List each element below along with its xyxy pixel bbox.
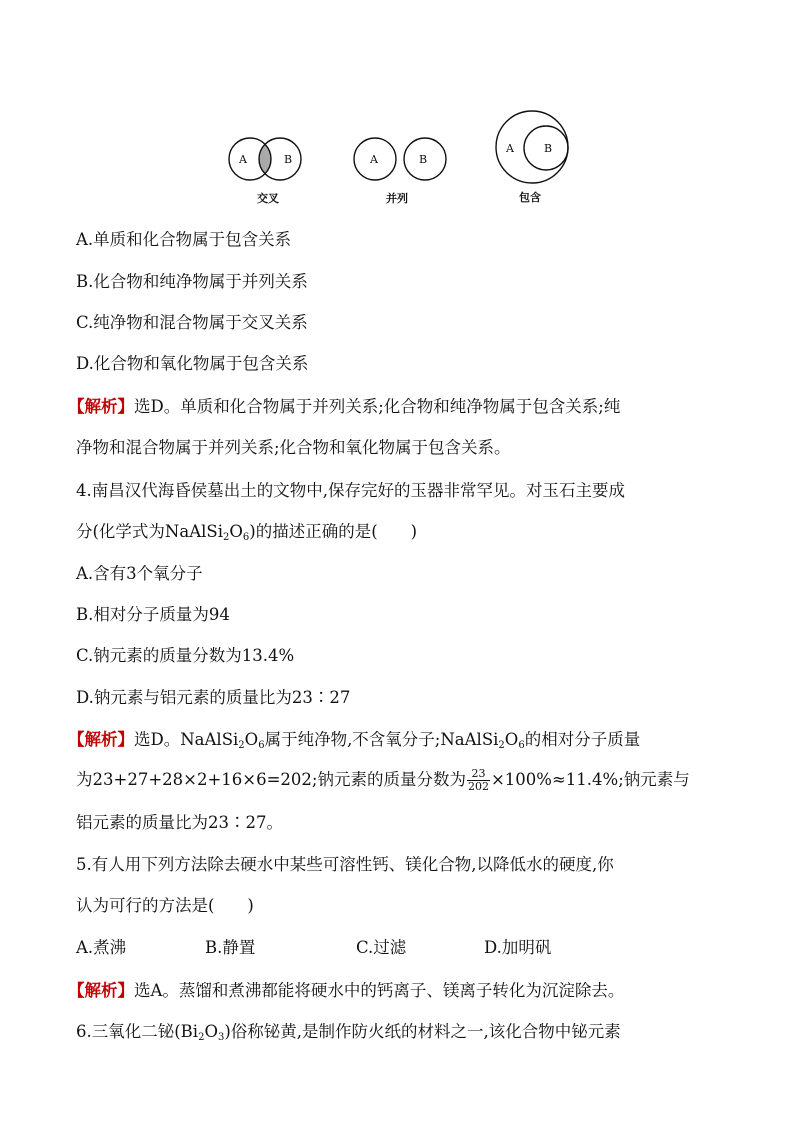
- venn-diagrams: [225, 104, 585, 208]
- stem-text: )的描述正确的是( ): [249, 522, 418, 541]
- analysis-text: 的相对分子质量: [524, 730, 641, 749]
- q3-analysis-line-2: 净物和混合物属于并列关系;化合物和氧化物属于包含关系。: [76, 438, 511, 457]
- venn-parallel: [354, 138, 446, 205]
- q5-analysis: [68, 979, 624, 1003]
- subscript: 6: [242, 532, 250, 543]
- q5-option-b: B.静置: [205, 938, 256, 957]
- q3-analysis-line-1: [68, 395, 620, 419]
- stem-text: )俗称铋黄,是制作防火纸的材料之一,该化合物中铋元素: [224, 1022, 621, 1041]
- q4-option-a: A.含有3个氧分子: [76, 564, 203, 583]
- analysis-text: 属于纯净物,不含氧分子;NaAlSi: [264, 730, 499, 749]
- caption-contain: 包含: [519, 191, 541, 204]
- subscript: 2: [223, 532, 230, 543]
- fraction: [467, 768, 490, 793]
- fraction-denominator: 202: [467, 780, 489, 793]
- analysis-text: 选D。NaAlSi: [134, 730, 239, 749]
- q4-option-b: B.相对分子质量为94: [76, 605, 230, 624]
- subscript: 6: [258, 740, 265, 751]
- q5-option-a: A.煮沸: [76, 938, 127, 957]
- venn-contain: [496, 111, 568, 204]
- analysis-text: 为23+27+28×2+16×6=202;钠元素的质量分数为: [76, 770, 466, 789]
- fraction-numerator: 23: [467, 768, 490, 781]
- q4-option-c: C.钠元素的质量分数为13.4%: [76, 646, 295, 665]
- q3-option-c: C.纯净物和混合物属于交叉关系: [76, 313, 308, 332]
- subscript: 3: [218, 1032, 225, 1043]
- analysis-text: O: [244, 730, 259, 749]
- q5-option-d: D.加明矾: [484, 938, 552, 957]
- venn-svg: [225, 104, 585, 208]
- q4-option-d: D.钠元素与铝元素的质量比为23∶27: [76, 688, 351, 707]
- analysis-text: 选A。蒸馏和煮沸都能将硬水中的钙离子、镁离子转化为沉淀除去。: [134, 981, 625, 1000]
- analysis-text: 选D。单质和化合物属于并列关系;化合物和纯净物属于包含关系;纯: [134, 397, 621, 416]
- stem-text: O: [229, 522, 243, 541]
- analysis-tag: 【解析】: [68, 981, 134, 1000]
- q4-analysis-line-2: [76, 768, 690, 793]
- q3-option-a: A.单质和化合物属于包含关系: [76, 230, 292, 249]
- caption-parallel: 并列: [386, 192, 408, 205]
- label-b: B: [419, 153, 428, 166]
- q4-stem-line-1: 4.南昌汉代海昏侯墓出土的文物中,保存完好的玉器非常罕见。对玉石主要成: [76, 481, 625, 500]
- q5-stem-line-2: 认为可行的方法是( ): [76, 896, 254, 915]
- analysis-tag: 【解析】: [68, 730, 134, 749]
- subscript: 2: [498, 740, 505, 751]
- label-b: B: [544, 142, 553, 155]
- q5-options: [76, 936, 551, 960]
- analysis-text: O: [504, 730, 519, 749]
- subscript: 2: [238, 740, 245, 751]
- analysis-text: ×100%≈11.4%;钠元素与: [490, 770, 690, 789]
- analysis-tag: 【解析】: [68, 397, 134, 416]
- subscript: 2: [198, 1032, 205, 1043]
- stem-text: O: [204, 1022, 218, 1041]
- label-a: A: [239, 153, 247, 166]
- q5-stem-line-1: 5.有人用下列方法除去硬水中某些可溶性钙、镁化合物,以降低水的硬度,你: [76, 855, 614, 874]
- q4-analysis-line-3: 铝元素的质量比为23∶27。: [76, 813, 283, 832]
- q3-option-d: D.化合物和氧化物属于包含关系: [76, 354, 309, 373]
- q3-option-b: B.化合物和纯净物属于并列关系: [76, 272, 308, 291]
- caption-intersect: 交叉: [257, 192, 279, 205]
- stem-text: 6.三氧化二铋(Bi: [76, 1022, 199, 1041]
- q4-stem-line-2: [76, 520, 417, 544]
- label-b: B: [284, 153, 293, 166]
- subscript: 6: [518, 740, 525, 751]
- venn-intersect: [229, 138, 301, 205]
- stem-text: 分(化学式为NaAlSi: [76, 522, 223, 541]
- label-a: A: [506, 142, 514, 155]
- q4-analysis-line-1: [68, 728, 640, 752]
- q5-option-c: C.过滤: [356, 938, 407, 957]
- label-a: A: [370, 153, 378, 166]
- q6-stem-line-1: [76, 1020, 621, 1044]
